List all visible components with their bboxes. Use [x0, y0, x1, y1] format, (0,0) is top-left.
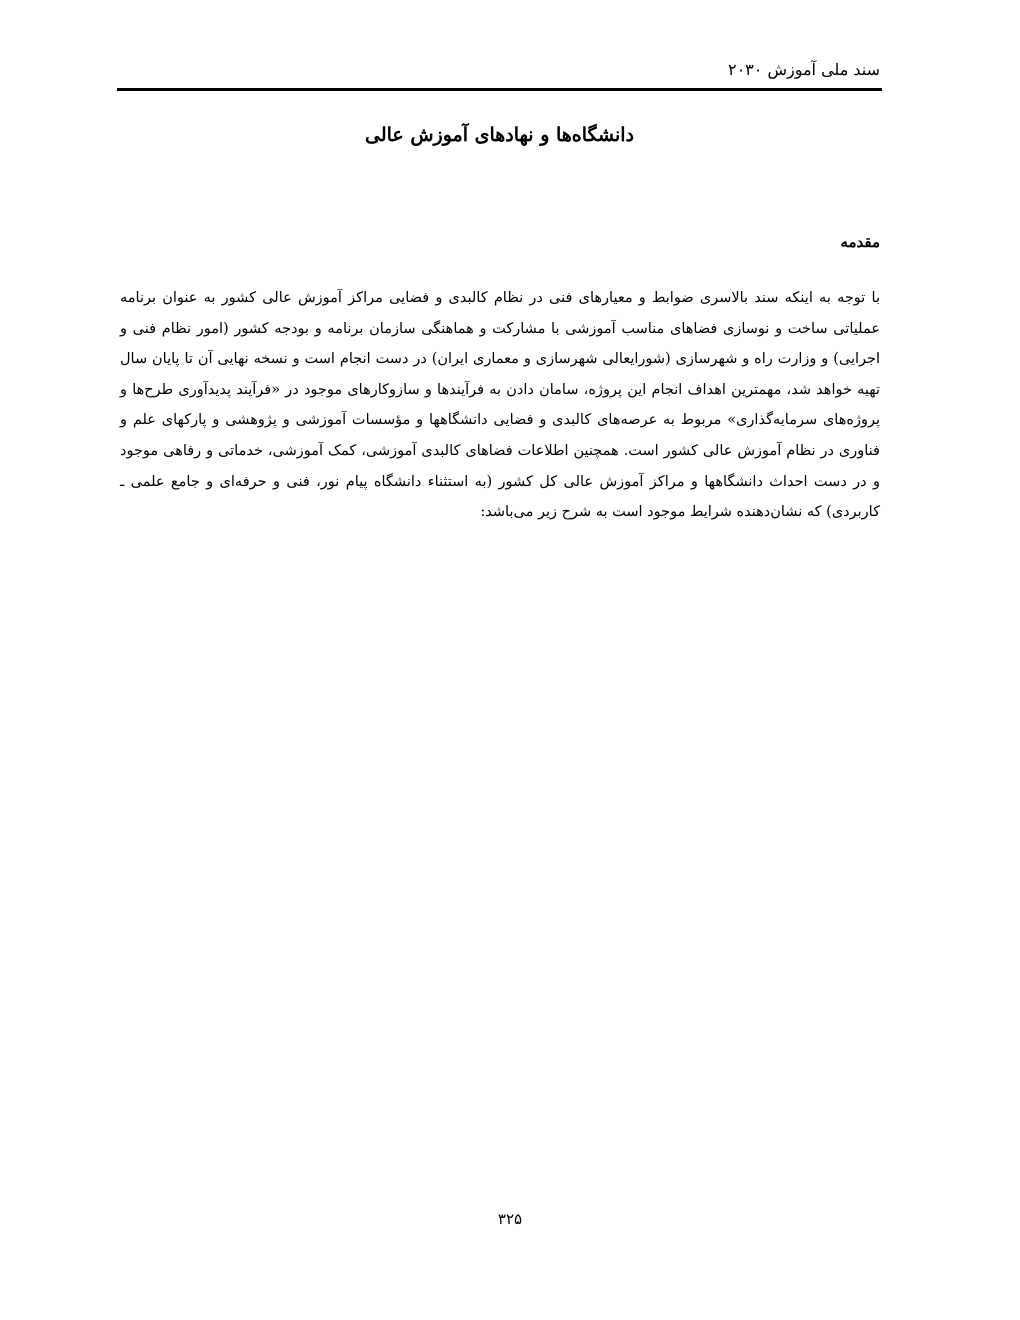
section-heading: مقدمه — [840, 233, 880, 251]
running-header: سند ملی آموزش ۲۰۳۰ — [727, 60, 880, 79]
chapter-title: دانشگاه‌ها و نهادهای آموزش عالی — [364, 124, 635, 146]
body-paragraph: با توجه به اینکه سند بالاسری ضوابط و معیارهای فنی در نظام کالبدی و فضایی مراکز آموزش عالی کشور به عنوان برنامه عملیاتی ساخت و نوسازی فضاهای مناسب آموزشی با مشارکت و هماهنگی سازمان برنامه و بودجه کشور (امور نظام فنی و اجرایی) و وزارت راه و شهرسازی (شورایعالی شهرسازی و معماری ایران) در دست انجام است و نسخه نهایی آن تا پایان سال تهیه خواهد شد، مهمترین اهداف انجام این پروژه، سامان دادن به فرآیندها و سازوکارهای موجود در «فرآیند پدیدآوری طرح‌ها و پروژه‌های سرمایه‌گذاری» مربوط به عرصه‌های کالبدی و فضایی دانشگاهها و مؤسسات آموزشی و پژوهشی و پارکهای علم و فناوری در نظام آموزش عالی کشور است. همچنین اطلاعات فضاهای کالبدی آموزشی، کمک آموزشی، خدماتی و رفاهی موجود و در دست احداث دانشگاهها و مراکز آموزش عالی کل کشور (به استثناء دانشگاه پیام نور، فنی و حرفه‌ای و جامع علمی ـ کاربردی) که نشان‌دهنده شرایط موجود است به شرح زیر می‌باشد: — [120, 290, 880, 521]
page-number: ۳۲۵ — [497, 1210, 523, 1228]
header-divider — [117, 88, 882, 91]
